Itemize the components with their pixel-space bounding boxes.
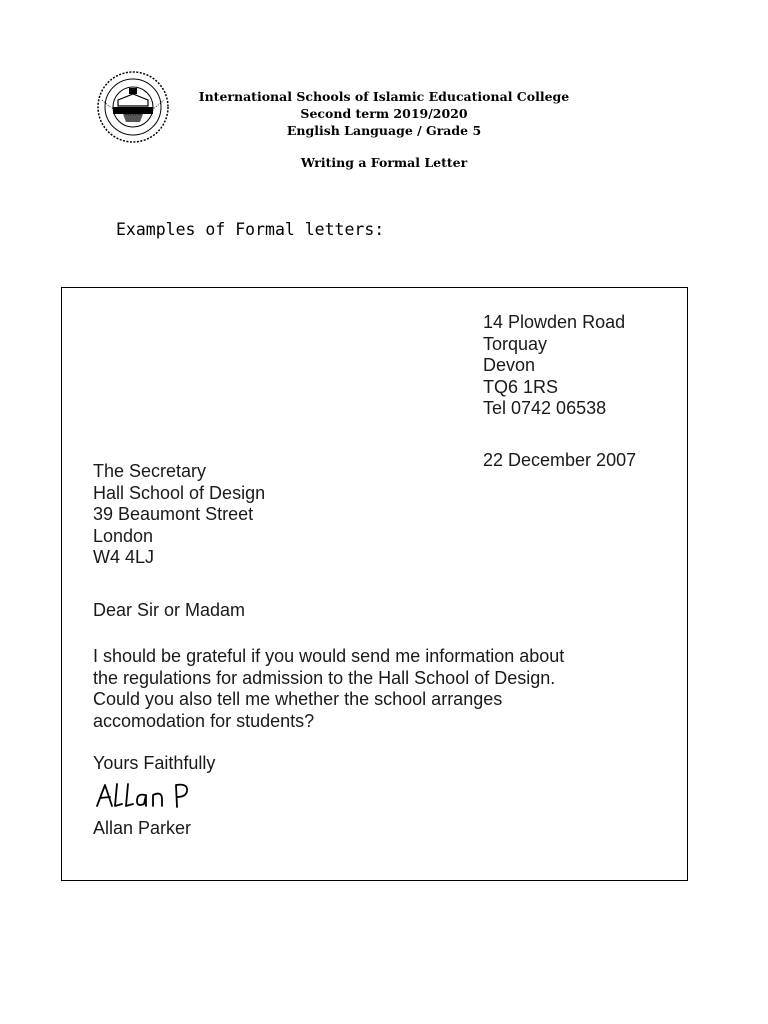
body-line: the regulations for admission to the Hall School of Design. bbox=[93, 667, 556, 688]
document-header bbox=[180, 88, 588, 139]
sample-letter bbox=[61, 287, 688, 881]
address-line: Torquay bbox=[483, 333, 548, 354]
examples-heading: Examples of Formal letters: bbox=[116, 220, 385, 239]
body-line: accomodation for students? bbox=[93, 710, 315, 731]
sender-address bbox=[483, 312, 625, 420]
letter-date: 22 December 2007 bbox=[483, 450, 637, 470]
address-line: Tel 0742 06538 bbox=[483, 398, 607, 418]
address-line: 14 Plowden Road bbox=[483, 312, 626, 332]
address-line: London bbox=[93, 525, 154, 546]
closing: Yours Faithfully bbox=[93, 753, 216, 773]
address-line: The Secretary bbox=[93, 461, 207, 481]
recipient-address bbox=[93, 461, 265, 569]
salutation: Dear Sir or Madam bbox=[93, 600, 246, 620]
address-line: 39 Beaumont Street bbox=[93, 504, 254, 524]
subject-line: English Language / Grade 5 bbox=[286, 123, 482, 138]
address-line: W4 4LJ bbox=[93, 547, 155, 567]
school-name: International Schools of Islamic Educational College bbox=[198, 89, 570, 104]
worksheet-title: Writing a Formal Letter bbox=[300, 155, 468, 170]
address-line: Devon bbox=[483, 355, 536, 375]
body-line: I should be grateful if you would send me information about bbox=[93, 646, 565, 666]
term-line: Second term 2019/2020 bbox=[300, 106, 468, 121]
body-line: Could you also tell me whether the school arranges bbox=[93, 689, 503, 709]
letter-body bbox=[93, 646, 564, 732]
address-line: Hall School of Design bbox=[93, 482, 266, 503]
school-crest-logo bbox=[96, 70, 170, 144]
handwritten-signature bbox=[95, 780, 195, 812]
signer-name: Allan Parker bbox=[93, 818, 192, 838]
address-line: TQ6 1RS bbox=[483, 376, 559, 397]
